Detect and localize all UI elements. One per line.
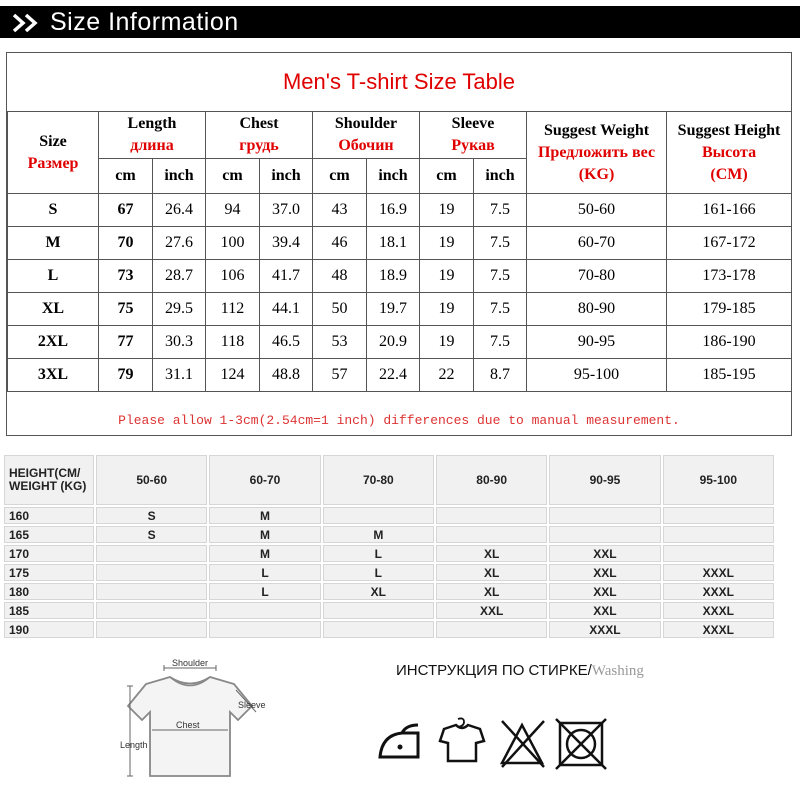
- cell-chest-inch: 48.8: [260, 359, 313, 392]
- cell-shoulder-inch: 22.4: [367, 359, 420, 392]
- hw-height-label: 190: [4, 621, 94, 638]
- hw-size-cell: XL: [436, 564, 547, 581]
- iron-icon: [380, 725, 418, 757]
- cell-height-range: 185-195: [667, 359, 792, 392]
- hw-size-cell: XXL: [549, 545, 660, 562]
- cell-size: L: [8, 260, 99, 293]
- height-weight-table: [2, 453, 776, 640]
- diagram-length-label: Length: [120, 740, 148, 750]
- shoulder-label: Shoulder: [334, 115, 398, 132]
- hw-size-cell: S: [96, 507, 207, 524]
- cell-weight-range: 60-70: [527, 227, 667, 260]
- cell-shoulder-inch: 18.9: [367, 260, 420, 293]
- cell-length-cm: 67: [99, 194, 153, 227]
- height-header: [667, 112, 792, 194]
- sleeve-label: Sleeve: [451, 115, 495, 132]
- cell-sleeve-cm: 19: [420, 227, 474, 260]
- size-label: Size: [39, 132, 67, 150]
- hw-size-cell: [436, 621, 547, 638]
- weight-header: [527, 112, 667, 194]
- shoulder-header: [313, 112, 420, 159]
- cell-sleeve-inch: 8.7: [474, 359, 527, 392]
- washing-title: [396, 662, 644, 680]
- unit-cm: cm: [313, 159, 367, 194]
- hw-size-cell: XXXL: [549, 621, 660, 638]
- size-table: [7, 111, 792, 392]
- size-row: [8, 194, 792, 227]
- hw-size-cell: S: [96, 526, 207, 543]
- hw-height-label: 185: [4, 602, 94, 619]
- cell-sleeve-inch: 7.5: [474, 260, 527, 293]
- washing-icons: [372, 715, 622, 775]
- hw-size-cell: XXXL: [663, 602, 774, 619]
- size-table-title: Men's T-shirt Size Table: [282, 69, 516, 94]
- cell-shoulder-inch: 18.1: [367, 227, 420, 260]
- hw-size-cell: [96, 583, 207, 600]
- hw-row: [4, 526, 774, 543]
- hw-row: [4, 602, 774, 619]
- cell-chest-cm: 106: [206, 260, 260, 293]
- size-label-ru: Размер: [27, 154, 79, 172]
- hw-size-cell: [663, 545, 774, 562]
- unit-inch: inch: [367, 159, 420, 194]
- washing-title-ru: ИНСТРУКЦИЯ ПО СТИРКЕ/: [396, 662, 592, 679]
- shoulder-label-ru: Обочин: [338, 137, 394, 154]
- hw-weight-header: 90-95: [549, 455, 660, 505]
- cell-chest-inch: 37.0: [260, 194, 313, 227]
- cell-shoulder-cm: 48: [313, 260, 367, 293]
- cell-weight-range: 80-90: [527, 293, 667, 326]
- hw-height-label: 180: [4, 583, 94, 600]
- hw-size-cell: M: [209, 545, 320, 562]
- hw-height-label: 165: [4, 526, 94, 543]
- hw-size-cell: [96, 564, 207, 581]
- unit-inch: inch: [153, 159, 206, 194]
- hw-row: [4, 583, 774, 600]
- cell-length-inch: 29.5: [153, 293, 206, 326]
- cell-height-range: 167-172: [667, 227, 792, 260]
- hw-size-cell: [323, 602, 434, 619]
- hw-size-cell: L: [323, 545, 434, 562]
- hw-size-cell: [663, 526, 774, 543]
- cell-chest-cm: 112: [206, 293, 260, 326]
- hw-size-cell: XXXL: [663, 564, 774, 581]
- cell-sleeve-inch: 7.5: [474, 326, 527, 359]
- hw-row: [4, 507, 774, 524]
- cell-chest-inch: 39.4: [260, 227, 313, 260]
- hw-corner-label: HEIGHT(CM/ WEIGHT (KG): [4, 455, 94, 505]
- height-label: Suggest Height: [677, 121, 781, 139]
- hw-row: [4, 545, 774, 562]
- unit-cm: cm: [420, 159, 474, 194]
- length-header: [99, 112, 206, 159]
- cell-size: M: [8, 227, 99, 260]
- weight-label-ru: Предложить вес: [537, 143, 656, 161]
- diagram-shoulder-label: Shoulder: [172, 658, 209, 668]
- hw-size-cell: XXXL: [663, 621, 774, 638]
- cell-length-inch: 30.3: [153, 326, 206, 359]
- cell-chest-inch: 44.1: [260, 293, 313, 326]
- hw-size-cell: XXL: [549, 602, 660, 619]
- cell-length-cm: 73: [99, 260, 153, 293]
- hand-wash-icon: [440, 718, 484, 761]
- double-chevron-icon: [12, 12, 46, 34]
- cell-size: 3XL: [8, 359, 99, 392]
- section-banner: [0, 0, 800, 44]
- size-row: [8, 227, 792, 260]
- hw-weight-header: 95-100: [663, 455, 774, 505]
- hw-size-cell: [436, 507, 547, 524]
- cell-chest-cm: 100: [206, 227, 260, 260]
- cell-length-inch: 31.1: [153, 359, 206, 392]
- cell-weight-range: 90-95: [527, 326, 667, 359]
- unit-inch: inch: [474, 159, 527, 194]
- cell-size: XL: [8, 293, 99, 326]
- hw-size-cell: M: [209, 507, 320, 524]
- cell-shoulder-inch: 16.9: [367, 194, 420, 227]
- hw-size-cell: XXXL: [663, 583, 774, 600]
- hw-row: [4, 564, 774, 581]
- size-table-box: [6, 52, 792, 436]
- washing-title-en: Washing: [591, 663, 644, 679]
- diagram-chest-label: Chest: [176, 720, 200, 730]
- hw-size-cell: L: [323, 564, 434, 581]
- hw-size-cell: M: [209, 526, 320, 543]
- cell-shoulder-inch: 19.7: [367, 293, 420, 326]
- cell-sleeve-cm: 22: [420, 359, 474, 392]
- cell-length-inch: 28.7: [153, 260, 206, 293]
- cell-weight-range: 50-60: [527, 194, 667, 227]
- hw-size-cell: XL: [323, 583, 434, 600]
- cell-size: 2XL: [8, 326, 99, 359]
- hw-weight-header: 80-90: [436, 455, 547, 505]
- hw-size-cell: XL: [436, 583, 547, 600]
- measurement-note: Please allow 1-3cm(2.54cm=1 inch) differences due to manual measurement.: [118, 413, 680, 428]
- diagram-sleeve-label: Sleeve: [238, 700, 266, 710]
- hw-size-cell: [96, 621, 207, 638]
- banner-title: Size Information: [50, 8, 239, 36]
- cell-weight-range: 95-100: [527, 359, 667, 392]
- unit-inch: inch: [260, 159, 313, 194]
- cell-length-inch: 27.6: [153, 227, 206, 260]
- size-row: [8, 260, 792, 293]
- hw-row: [4, 621, 774, 638]
- hw-size-cell: [436, 526, 547, 543]
- cell-height-range: 186-190: [667, 326, 792, 359]
- cell-sleeve-inch: 7.5: [474, 293, 527, 326]
- weight-label: Suggest Weight: [543, 121, 650, 139]
- unit-cm: cm: [206, 159, 260, 194]
- cell-shoulder-cm: 53: [313, 326, 367, 359]
- hw-size-cell: XXL: [549, 583, 660, 600]
- size-header: [8, 112, 99, 194]
- cell-shoulder-inch: 20.9: [367, 326, 420, 359]
- cell-length-inch: 26.4: [153, 194, 206, 227]
- hw-size-cell: XL: [436, 545, 547, 562]
- hw-weight-header: 50-60: [96, 455, 207, 505]
- hw-size-cell: XXL: [436, 602, 547, 619]
- cell-chest-cm: 124: [206, 359, 260, 392]
- cell-shoulder-cm: 43: [313, 194, 367, 227]
- hw-size-cell: [323, 507, 434, 524]
- cell-sleeve-cm: 19: [420, 293, 474, 326]
- cell-sleeve-cm: 19: [420, 326, 474, 359]
- cell-shoulder-cm: 50: [313, 293, 367, 326]
- unit-cm: cm: [99, 159, 153, 194]
- cell-chest-cm: 94: [206, 194, 260, 227]
- cell-height-range: 173-178: [667, 260, 792, 293]
- hw-height-label: 175: [4, 564, 94, 581]
- hw-height-label: 170: [4, 545, 94, 562]
- no-tumble-dry-icon: [556, 719, 606, 769]
- hw-size-cell: [663, 507, 774, 524]
- cell-height-range: 161-166: [667, 194, 792, 227]
- hw-weight-header: 60-70: [209, 455, 320, 505]
- chest-label: Chest: [239, 115, 279, 132]
- hw-weight-header: 70-80: [323, 455, 434, 505]
- weight-unit: (KG): [578, 165, 615, 183]
- hw-size-cell: [209, 602, 320, 619]
- hw-size-cell: XXL: [549, 564, 660, 581]
- no-bleach-icon: [502, 721, 544, 767]
- cell-sleeve-inch: 7.5: [474, 194, 527, 227]
- cell-chest-inch: 41.7: [260, 260, 313, 293]
- cell-size: S: [8, 194, 99, 227]
- cell-chest-inch: 46.5: [260, 326, 313, 359]
- cell-length-cm: 70: [99, 227, 153, 260]
- hw-height-label: 160: [4, 507, 94, 524]
- cell-length-cm: 75: [99, 293, 153, 326]
- tshirt-icon: [112, 650, 292, 800]
- length-label: Length: [127, 115, 177, 132]
- hw-size-cell: [209, 621, 320, 638]
- hw-size-cell: L: [209, 564, 320, 581]
- hw-size-cell: [323, 621, 434, 638]
- size-row: [8, 326, 792, 359]
- hw-size-cell: [96, 602, 207, 619]
- sleeve-label-ru: Рукав: [451, 137, 495, 154]
- cell-weight-range: 70-80: [527, 260, 667, 293]
- cell-height-range: 179-185: [667, 293, 792, 326]
- size-row: [8, 293, 792, 326]
- cell-sleeve-cm: 19: [420, 194, 474, 227]
- hw-size-cell: [549, 507, 660, 524]
- hw-size-cell: L: [209, 583, 320, 600]
- hw-size-cell: M: [323, 526, 434, 543]
- chest-label-ru: грудь: [239, 137, 279, 154]
- hw-size-cell: [549, 526, 660, 543]
- size-row: [8, 359, 792, 392]
- chest-header: [206, 112, 313, 159]
- cell-chest-cm: 118: [206, 326, 260, 359]
- cell-sleeve-cm: 19: [420, 260, 474, 293]
- height-label-ru: Высота: [701, 143, 757, 161]
- cell-length-cm: 77: [99, 326, 153, 359]
- hw-size-cell: [96, 545, 207, 562]
- length-label-ru: длина: [130, 137, 174, 154]
- cell-sleeve-inch: 7.5: [474, 227, 527, 260]
- sleeve-header: [420, 112, 527, 159]
- height-unit: (CM): [710, 165, 748, 183]
- cell-length-cm: 79: [99, 359, 153, 392]
- cell-shoulder-cm: 46: [313, 227, 367, 260]
- cell-shoulder-cm: 57: [313, 359, 367, 392]
- tshirt-diagram: [112, 650, 292, 800]
